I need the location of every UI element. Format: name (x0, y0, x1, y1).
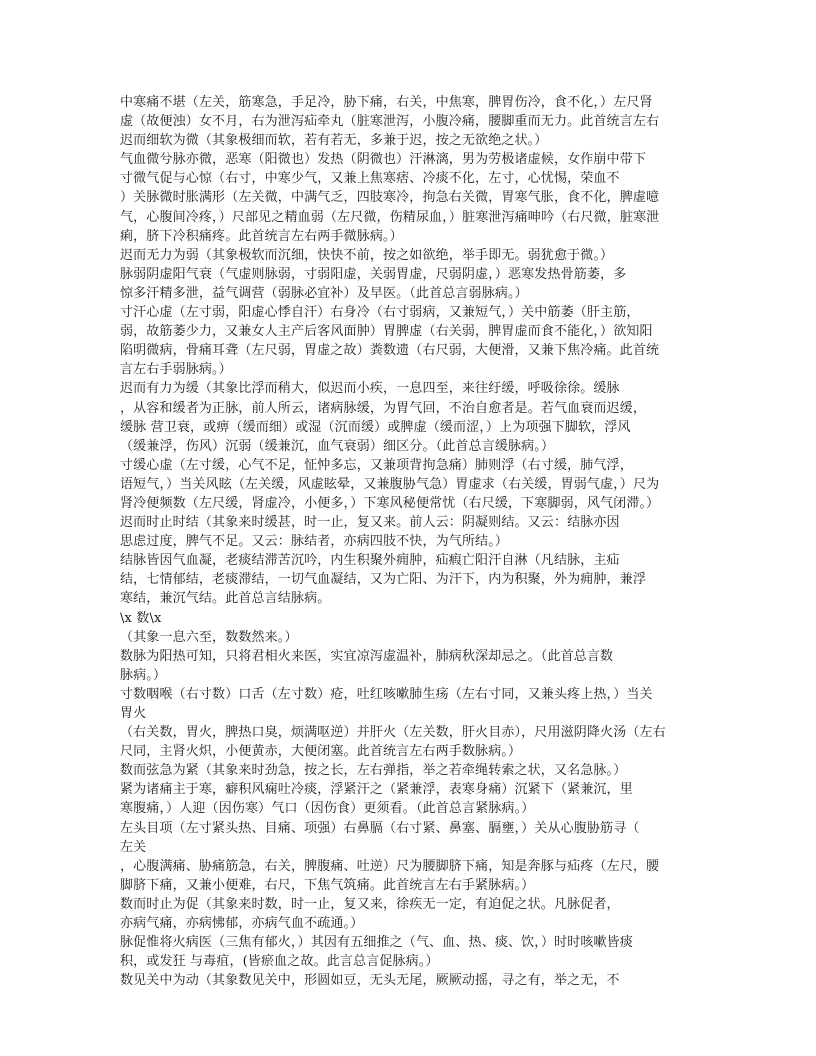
text-line: 积，或发狂 与毒疽，(皆瘀血之故。此言总言促脉病。） (120, 954, 439, 970)
text-line: 肾冷便频数（左尺缓，肾虚冷，小便多，）下寒风秘便常忧（右尺缓，下寒脚弱，风气闭滞。） (120, 495, 660, 511)
text-line: 缓脉 营卫衰，或痹（缓而细）或湿（沉而缓）或脾虚（缓而涩，）上为项强下脚软，浮风 (120, 419, 631, 435)
text-line: 气血微兮脉亦微，恶寒（阳微也）发热（阴微也）汗淋漓，男为劳极诸虚候，女作崩中带下 (120, 152, 647, 168)
text-line: ）关脉微时胀满形（左关微，中满气乏，四肢寒冷，拘急右关微，胃寒气胀，食不化，脾虚噫 (120, 190, 660, 206)
text-line: ，从容和缓者为正脉，前人所云，诸病脉缓，为胃气回，不治自愈者是。若气血衰而迟缓， (120, 400, 647, 416)
text-line: 寸缓心虚（左寸缓，心气不足，怔忡多忘，又兼项背拘急痛）肺则浮（右寸缓，肺气浮， (120, 457, 633, 473)
text-line: 寒结，兼沉气结。此首总言结脉病。 (120, 591, 331, 607)
text-line: 痢，脐下冷积痛疼。此首统言左右两手微脉病。） (120, 228, 403, 244)
text-line: （缓兼浮，伤风）沉弱（缓兼沉，血气衰弱）细区分。（此首总言缓脉病。） (120, 438, 555, 454)
text-line: 结脉皆因气血凝，老痰结滞苦沉吟，内生积聚外痈肿，疝瘕亡阳汗自淋（凡结脉，主疝 (120, 553, 620, 569)
text-line: 亦病气痛，亦病怫郁，亦病气血不疏通。） (120, 916, 364, 932)
text-line: 数而时止为促（其象来时数，时一止，复又来，徐疾无一定，有迫促之状。凡脉促者， (120, 896, 620, 912)
text-line: 胃火 (120, 706, 147, 721)
text-line: 惊多汗精多泄，益气调营（弱脉必宜补）及早医。（此首总言弱脉病。） (120, 285, 528, 301)
text-line: 左关 (120, 839, 147, 855)
text-line: 寒腹痛，）人迎（因伤寒）气口（因伤食）更须看。（此首总言紧脉病。） (120, 801, 535, 817)
text-line: 左头目项（左寸紧头热、目痛、项强）右鼻膈（右寸紧、鼻塞、膈壅，）关从心腹胁筋寻（ (120, 820, 640, 836)
text-line: 迟而有力为缓（其象比浮而稍大，似迟而小疾，一息四至，来往纡缓，呼吸徐徐。缓脉 (120, 381, 620, 397)
text-line: 数脉为阳热可知，只将君相火来医，实宜凉泻虚温补，肺病秋深却忌之。（此首总言数 (120, 648, 614, 664)
text-line: 中寒痛不堪（左关，筋寒急，手足冷，胁下痛，右关，中焦寒，脾胃伤冷，食不化，）左尺肾 (120, 95, 653, 110)
text-line: 语短气，）当关风眩（左关缓，风虚眩晕，又兼腹胁气急）胃虚求（右关缓，胃弱气虚，）尺为 (120, 476, 660, 492)
text-line: 紧为诸痛主于寒，癖积风痫吐冷痰，浮紧汗之（紧兼浮，表寒身痛）沉紧下（紧兼沉，里 (120, 782, 633, 798)
text-line: 气，心腹间冷疼，）尺部见之精血弱（左尺微，伤精尿血，）脏寒泄泻痛呻吟（右尺微，脏寒泄 (120, 209, 660, 225)
text-line: 思虑过度，脾气不足。又云：脉结者，亦病四肢不快，为气所结。） (120, 534, 509, 550)
text-line: 寸微气促与心惊（右寸，中寒少气，又兼上焦寒痞、冷痰不化，左寸，心忧惕，荣血不 (120, 171, 620, 187)
text-line: \x 数\x (120, 610, 162, 626)
text-line: 虚（故便浊）女不月，右为泄泻疝牵丸（脏寒泄泻，小腹冷痛，腰脚重而无力。此首统言左右 (120, 114, 660, 130)
text-line: 弱，故筋萎少力，又兼女人主产后客风面肿）胃脾虚（右关弱，脾胃虚而食不能化，）欲知阳 (120, 324, 653, 340)
text-line: 数见关中为动（其象数见关中，形圆如豆，无头无尾，厥厥动摇，寻之有，举之无，不 (120, 973, 620, 989)
document-page (120, 93, 696, 990)
text-line: 数而弦急为紧（其象来时劲急，按之长，左右弹指，举之若牵绳转索之状，又名急脉。） (120, 763, 627, 779)
text-line: （其象一息六至，数数然来。） (120, 629, 298, 645)
text-line: 迟而时止时结（其象来时缓甚，时一止，复又来。前人云：阴凝则结。又云：结脉亦因 (120, 515, 620, 531)
text-line: 寸数咽喉（右寸数）口舌（左寸数）疮，吐红咳嗽肺生疡（左右寸同，又兼头疼上热，）当关 (120, 686, 653, 702)
text-line: ，心腹满痛、胁痛筋急，右关，脾腹痛、吐逆）尺为腰脚脐下痛，知是奔豚与疝疼（左尺，腰 (120, 858, 660, 874)
text-line: （右关数，胃火，脾热口臭，烦满呕逆）并肝火（左关数，肝火目赤），尺用滋阴降火汤（左右 (120, 725, 666, 741)
text-line: 脉促惟将火病医（三焦有郁火，）其因有五细推之（气、血、热、痰、饮，）时时咳嗽皆痰 (120, 935, 634, 951)
text-line: 迟而细软为微（其象极细而软，若有若无，多兼于迟，按之无欲绝之状。） (120, 133, 548, 149)
text-line: 言左右手弱脉病。） (120, 362, 232, 378)
text-line: 尺同，主肾火炽，小便黄赤，大便闭塞。此首统言左右两手数脉病。） (120, 744, 522, 760)
text-line: 陷明微病，骨痛耳聋（左尺弱，胃虚之故）粪数遗（右尺弱，大便滑，又兼下焦冷痛。此首统 (120, 343, 660, 359)
text-line: 寸汗心虚（左寸弱，阳虚心悸自汗）右身冷（右寸弱病，又兼短气，）关中筋萎（肝主筋， (120, 305, 640, 321)
text-line: 脉病。） (120, 667, 167, 683)
text-line: 结，七情郁结，老痰滞结，一切气血凝结，又为亡阳、为汗下，内为积聚，外为痈肿，兼浮 (120, 572, 647, 588)
text-line: 脚脐下痛，又兼小便难，右尺，下焦气筑痛。此首统言左右手紧脉病。） (120, 877, 535, 893)
text-line: 迟而无力为弱（其象极软而沉细，快快不前，按之如欲绝，举手即无。弱犹愈于微。） (120, 247, 614, 263)
text-line: 脉弱阴虚阳气衰（气虚则脉弱，寸弱阳虚，关弱胃虚，尺弱阴虚，）恶寒发热骨筋萎，多 (120, 266, 627, 282)
